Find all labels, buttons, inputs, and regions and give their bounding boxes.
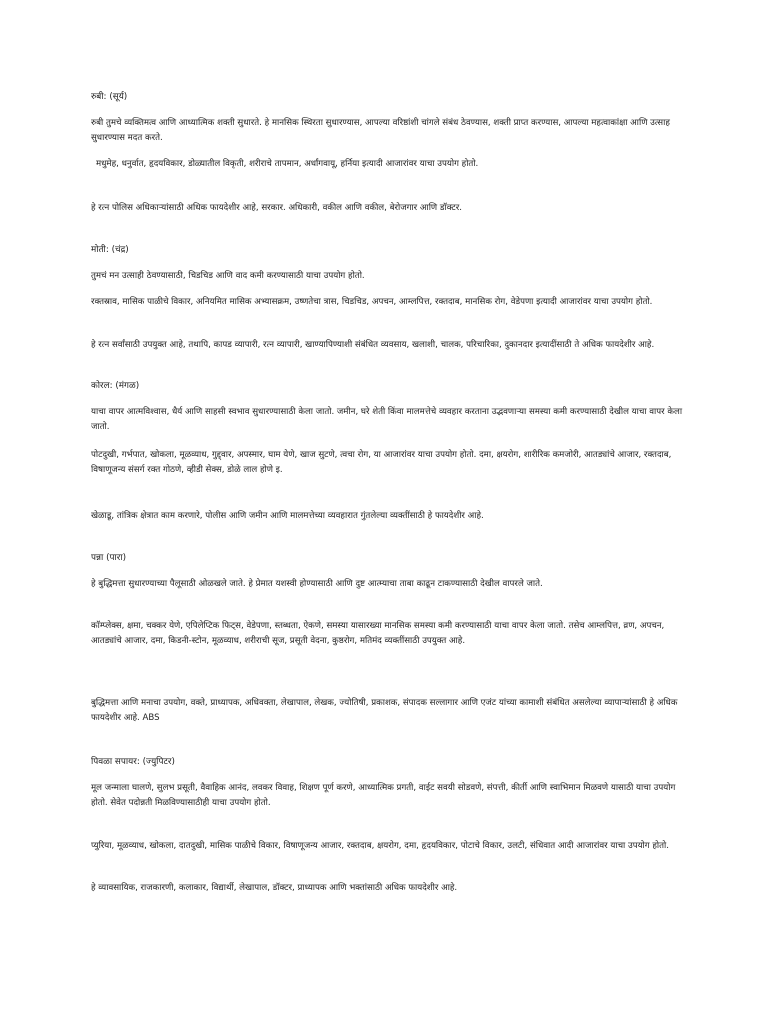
coral-paragraph-2: पोटदुखी, गर्भपात, खोकला, मूळव्याध, गुद्द्वार, अपस्मार, घाम येणे, खाज सुटणे, त्वचा रोग, या आजारांवर याचा उपयोग होतो. दमा, क्षयरोग, शारीरिक कमजोरी, आतड्यांचे आजार, रक्तदाब, विषाणूजन्य संसर्ग रक्त गोठणे, व्हीडी सेक्स, डोळे लाल होणे इ. xyxy=(91,450,672,475)
coral-paragraph-3: खेळाडू, तांत्रिक क्षेत्रात काम करणारे, पोलीस आणि जमीन आणि मालमत्तेच्या व्यवहारात गुंतलेल्या व्यक्तींसाठी हे फायदेशीर आहे. xyxy=(91,511,484,521)
ruby-paragraph-2: मधुमेह, धनुर्वात, हृदयविकार, डोळ्यातील विकृती, शरीराचे तापमान, अर्धांगवायू, हर्निया इत्यादी आजारांवर याचा उपयोग होतो. xyxy=(96,159,479,169)
yellow-sapphire-paragraph-3: हे व्यावसायिक, राजकारणी, कलाकार, विद्यार्थी, लेखापाल, डॉक्टर, प्राध्यापक आणि भक्तांसाठी अधिक फायदेशीर आहे. xyxy=(91,883,458,893)
emerald-paragraph-3: बुद्धिमत्ता आणि मनाचा उपयोग, वक्ते, प्राध्यापक, अधिवक्ता, लेखापाल, लेखक, ज्योतिषी, प्रकाशक, संपादक सल्लागार आणि एजंट यांच्या कामाशी संबंधित असलेल्या व्यापाऱ्यांसाठी हे अधिक फायदेशीर आहे. ABS xyxy=(91,698,678,723)
yellow-sapphire-paragraph-2: प्युरिया, मूळव्याध, खोकला, दातदुखी, मासिक पाळीचे विकार, विषाणूजन्य आजार, रक्तदाब, क्षयरोग, दमा, हृदयविकार, पोटाचे विकार, उलटी, संधिवात आदी आजारांवर याचा उपयोग होतो. xyxy=(91,841,669,851)
ruby-paragraph-1: रुबी तुमचे व्यक्तिमत्व आणि आध्यात्मिक शक्ती सुधारते. हे मानसिक स्थिरता सुधारण्यास, आपल्या वरिष्ठांशी चांगले संबंध ठेवण्यास, शक्ती प्राप्त करण्यास, आपल्या महत्वाकांक्षा आणि उत्साह सुधारण्यास मदत करते. xyxy=(91,118,670,143)
pearl-heading: मोती: (चंद्र) xyxy=(91,245,129,255)
coral-paragraph-1: याचा वापर आत्मविश्वास, धैर्य आणि साहसी स्वभाव सुधारण्यासाठी केला जातो. जमीन, घरे शेती किंवा मालमत्तेचे व्यवहार करताना उद्भवणाऱ्या समस्या कमी करण्यासाठी देखील याचा वापर केला जातो. xyxy=(91,407,683,432)
emerald-heading: पन्ना (पारा) xyxy=(91,553,127,563)
ruby-paragraph-3: हे रत्न पोलिस अधिकाऱ्यांसाठी अधिक फायदेशीर आहे, सरकार. अधिकारी, वकील आणि वकील, बेरोजगार आणि डॉक्टर. xyxy=(91,203,462,213)
emerald-paragraph-2: कॉम्प्लेक्स, क्षमा, चक्कर येणे, एपिलेप्टिक फिट्स, वेडेपणा, स्तब्धता, ऐकणे, समस्या यासारख्या मानसिक समस्या कमी करण्यासाठी याचा वापर केला जातो. तसेच आम्लपित्त, व्रण, अपचन, आतड्यांचे आजार, दमा, किडनी-स्टोन, मूळव्याध, शरीराची सूज, प्रसूती वेदना, कुष्ठरोग, मतिमंद व्यक्तींसाठी उपयुक्त आहे. xyxy=(91,621,665,646)
yellow-sapphire-paragraph-1: मूल जन्माला घालणे, सुलभ प्रसूती, वैवाहिक आनंद, लवकर विवाह, शिक्षण पूर्ण करणे, आध्यात्मिक प्रगती, वाईट सवयी सोडवणे, संपत्ती, कीर्ती आणि स्वाभिमान मिळवणे यासाठी याचा उपयोग होतो. सेवेत पदोन्नती मिळविण्यासाठीही याचा उपयोग होतो. xyxy=(91,783,676,808)
emerald-paragraph-1: हे बुद्धिमत्ता सुधारण्याच्या पैलूसाठी ओळखले जाते. हे प्रेमात यशस्वी होण्यासाठी आणि दुष्ट आत्म्याचा ताबा काढून टाकण्यासाठी देखील वापरले जाते. xyxy=(91,579,543,589)
pearl-paragraph-1: तुमचं मन उत्साही ठेवण्यासाठी, चिडचिड आणि वाद कमी करण्यासाठी याचा उपयोग होतो. xyxy=(91,271,365,281)
yellow-sapphire-heading: पिवळा सपायर: (ज्युपिटर) xyxy=(91,757,175,767)
pearl-paragraph-2: रक्तस्राव, मासिक पाळीचे विकार, अनियमित मासिक अभ्यासक्रम, उष्णतेचा त्रास, चिडचिड, अपचन, आम्लपित्त, रक्तदाब, मानसिक रोग, वेडेपणा इत्यादी आजारांवर याचा उपयोग होतो. xyxy=(91,297,653,307)
coral-heading: कोरल: (मंगळ) xyxy=(91,381,140,391)
ruby-heading: रुबी: (सूर्य) xyxy=(91,92,128,102)
pearl-paragraph-3: हे रत्न सर्वांसाठी उपयुक्त आहे, तथापि, कापड व्यापारी, रत्न व्यापारी, खाण्यापिण्याशी संबंधित व्यवसाय, खलाशी, चालक, परिचारिका, दुकानदार इत्यादींसाठी ते अधिक फायदेशीर आहे. xyxy=(91,340,655,350)
